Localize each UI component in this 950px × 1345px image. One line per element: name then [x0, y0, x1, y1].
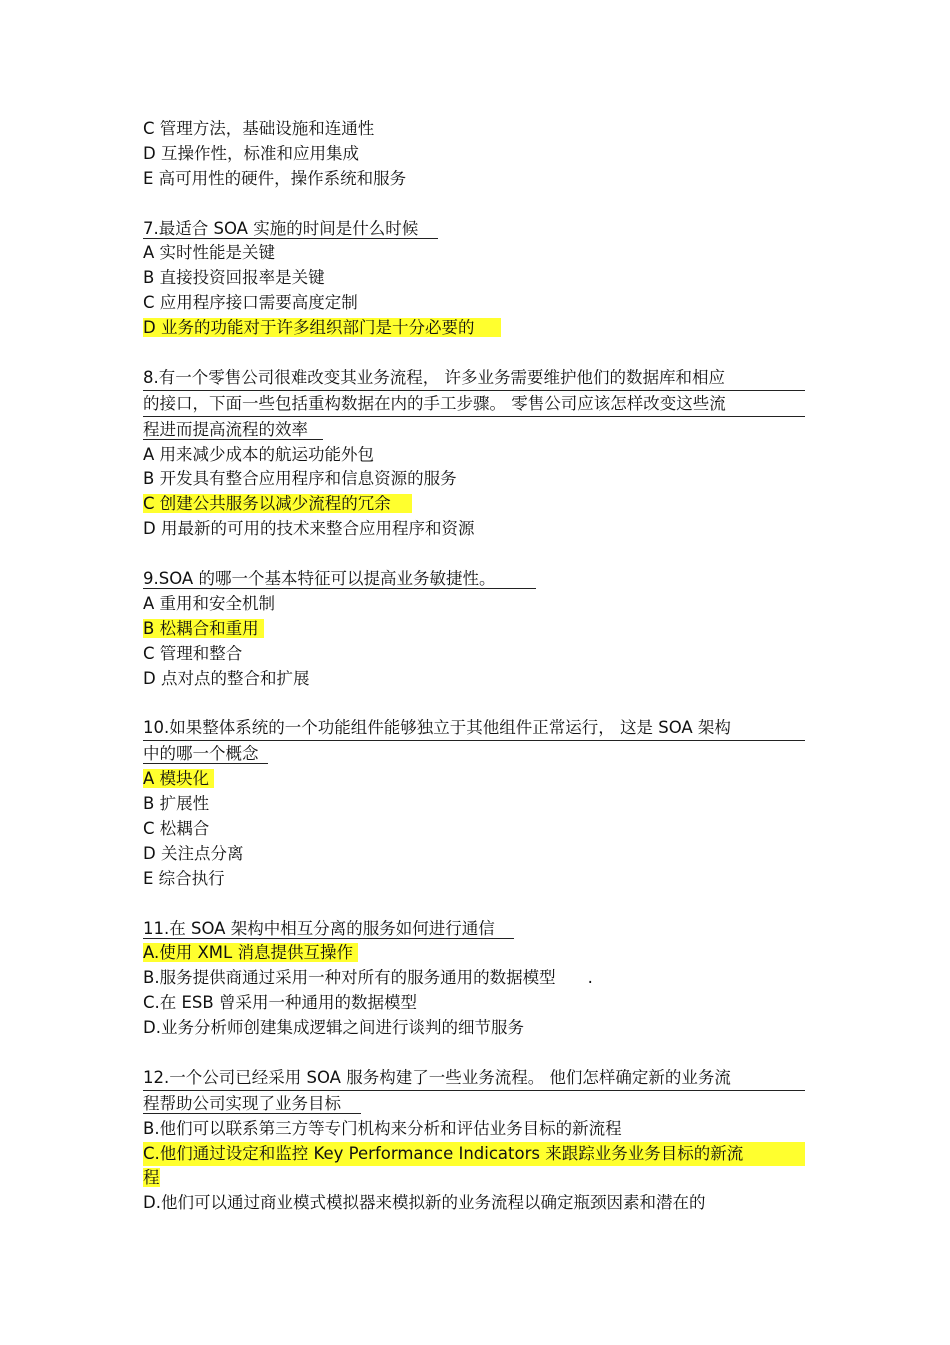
q8-option-b: B 开发具有整合应用程序和信息资源的服务: [143, 469, 457, 489]
q10-option-d: D 关注点分离: [143, 843, 244, 863]
q8-question-line-1: 8.有一个零售公司很难改变其业务流程， 许多业务需要维护他们的数据库和相应: [143, 366, 805, 391]
spacer: [143, 1041, 808, 1066]
q8-question-line-2: 的接口，下面一些包括重构数据在内的手工步骤。 零售公司应该怎样改变这些流: [143, 392, 805, 417]
q8-option-c-answer: [143, 492, 808, 517]
spacer: [143, 691, 808, 716]
q9-option-d: D 点对点的整合和扩展: [143, 668, 310, 688]
q6-option-e: E 高可用性的硬件，操作系统和服务: [143, 168, 407, 188]
q8-question-text-3: 程进而提高流程的效率: [143, 419, 308, 439]
q12-question-text-2: 程帮助公司实现了业务目标: [143, 1093, 341, 1113]
q7-answer-highlight: D 业务的功能对于许多组织部门是十分必要的: [143, 318, 475, 338]
document-page: [143, 117, 808, 1216]
q11-answer-highlight: A.使用 XML 消息提供互操作: [143, 943, 353, 963]
q9-option-c: C 管理和整合: [143, 643, 243, 663]
q10-question-line-2: [143, 742, 808, 767]
q12-answer-highlight-2: 程: [143, 1168, 160, 1188]
q7-option-c: C 应用程序接口需要高度定制: [143, 293, 358, 313]
q7-question-text: 7.最适合 SOA 实施的时间是什么时候: [143, 218, 419, 238]
spacer: [143, 341, 808, 366]
q12-question-line-1: 12.一个公司已经采用 SOA 服务构建了一些业务流程。 他们怎样确定新的业务流: [143, 1066, 805, 1091]
q10-question-line-1: 10.如果整体系统的一个功能组件能够独立于其他组件正常运行， 这是 SOA 架构: [143, 716, 805, 741]
q10-question-text-2: 中的哪一个概念: [143, 744, 259, 764]
q11-option-b-text: B.服务提供商通过采用一种对所有的服务通用的数据模型: [143, 968, 556, 988]
spacer: [143, 892, 808, 917]
q12-question-line-2: [143, 1092, 808, 1117]
q11-option-d: D.业务分析师创建集成逻辑之间进行谈判的细节服务: [143, 1018, 524, 1038]
q9-question: [143, 567, 808, 592]
q12-option-d: D.他们可以通过商业模式模拟器来模拟新的业务流程以确定瓶颈因素和潜在的: [143, 1193, 706, 1213]
q11-option-a-answer: [143, 941, 808, 966]
q9-answer-highlight: B 松耦合和重用: [143, 618, 259, 638]
q10-option-a-answer: [143, 767, 808, 792]
q10-option-b: B 扩展性: [143, 794, 210, 814]
spacer: [143, 542, 808, 567]
q6-option-d: D 互操作性，标准和应用集成: [143, 143, 359, 163]
q10-option-c: C 松耦合: [143, 818, 210, 838]
q7-underline-tail: [420, 219, 438, 239]
q11-option-b: [143, 966, 808, 991]
q12-option-c-answer-line-1: C.他们通过设定和监控 Key Performance Indicators 来跟踪业务业务目标的新流: [143, 1142, 805, 1167]
q7-option-d-answer: [143, 316, 808, 341]
q8-option-d: D 用最新的可用的技术来整合应用程序和资源: [143, 519, 475, 539]
q9-option-b-answer: [143, 617, 808, 642]
q7-question: [143, 217, 808, 242]
q12-option-c-answer-line-2: [143, 1166, 808, 1191]
q9-option-a: A 重用和安全机制: [143, 593, 276, 613]
q7-option-a: A 实时性能是关键: [143, 243, 276, 263]
q10-option-e: E 综合执行: [143, 868, 225, 888]
q11-question-text: 11.在 SOA 架构中相互分离的服务如何进行通信: [143, 918, 495, 938]
q12-option-b: B.他们可以联系第三方等专门机构来分析和评估业务目标的新流程: [143, 1118, 622, 1138]
q10-answer-highlight: A 模块化: [143, 769, 210, 789]
q11-option-c: C.在 ESB 曾采用一种通用的数据模型: [143, 993, 417, 1013]
q11-question: [143, 917, 808, 942]
spacer: [143, 192, 808, 217]
q7-option-b: B 直接投资回报率是关键: [143, 268, 325, 288]
q8-answer-highlight: C 创建公共服务以减少流程的冗余: [143, 494, 391, 514]
q8-question-line-3: [143, 418, 808, 443]
q6-option-c: C 管理方法，基础设施和连通性: [143, 119, 375, 138]
q8-option-a: A 用来减少成本的航运功能外包: [143, 444, 375, 464]
q9-question-text: 9.SOA 的哪一个基本特征可以提高业务敏捷性。: [143, 569, 496, 589]
q11-option-b-tail: .: [587, 968, 593, 988]
